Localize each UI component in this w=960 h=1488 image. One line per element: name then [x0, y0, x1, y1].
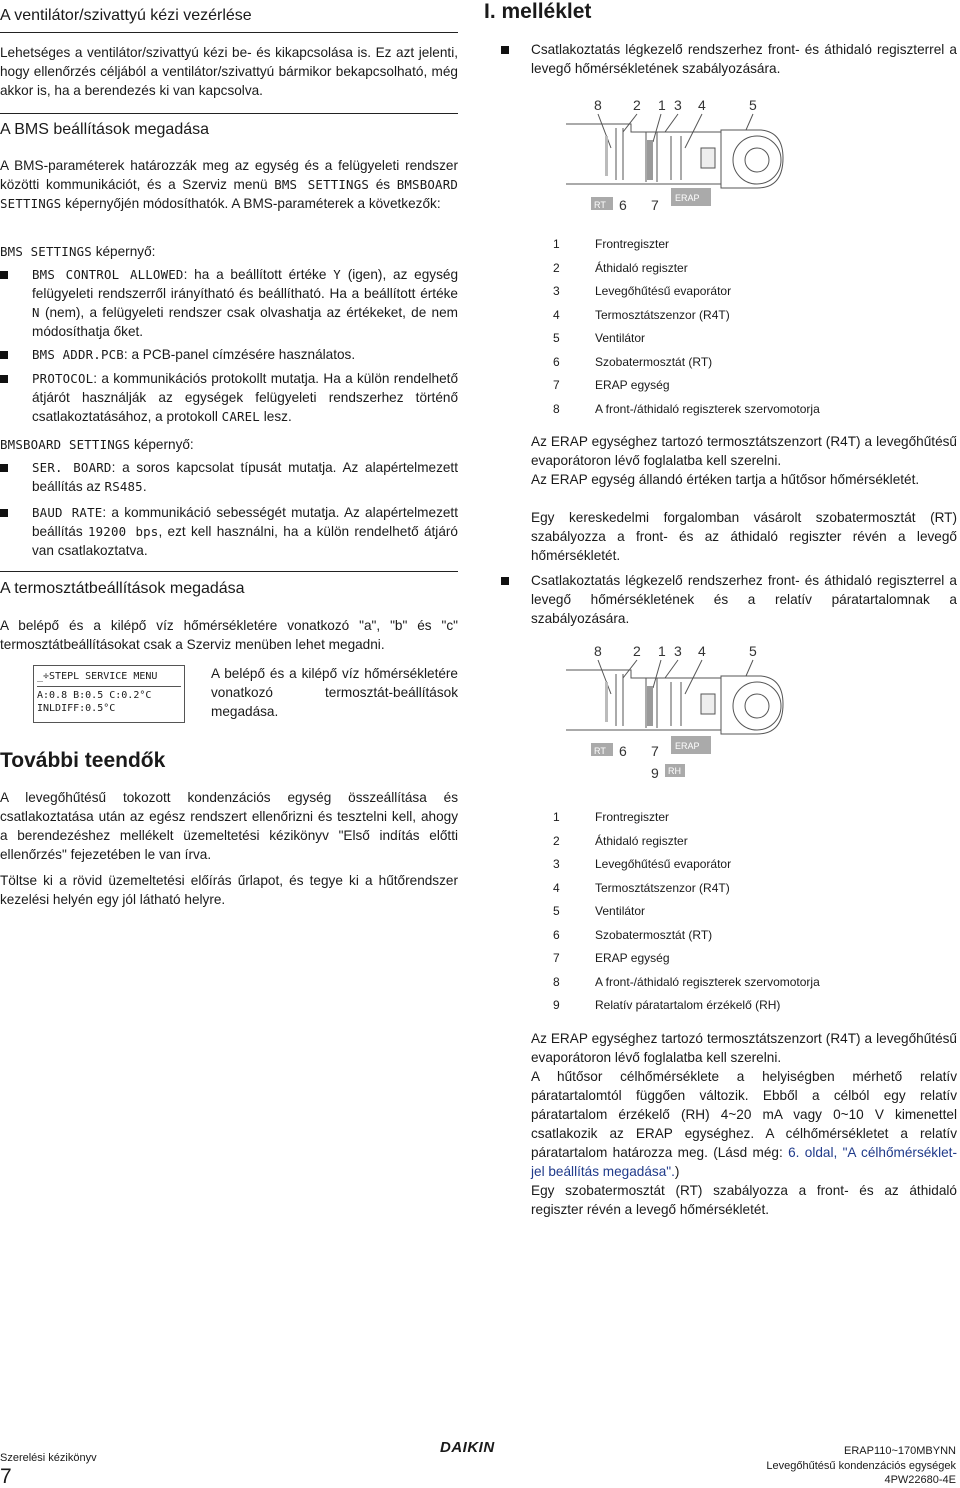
label-7: 7: [651, 743, 659, 759]
bmsboard-item-baud: BAUD RATE: a kommunikáció sebességét mutatja. Az alapértelmezett beállítás 19200 bps, ezt kell használni, ha a külön rendelhető átjáró van csatlakoztatva.: [32, 505, 458, 558]
bullet-icon: [0, 351, 8, 359]
appendix-bullet-2: Csatlakoztatás légkezelő rendszerhez front- és áthidaló regiszterrel a levegő hőmérsékletének és a relatív páratartalomnak a szabályozására.: [531, 573, 957, 626]
label-5: 5: [749, 97, 757, 113]
legend-item: 2 Áthidaló regiszter: [553, 833, 688, 848]
further-text-2: Töltse ki a rövid üzemeltetési előírás űrlapot, és tegye ki a hűtőrendszer kezelési helyén egy jól látható helyre.: [0, 873, 458, 907]
appendix-bullet-1: Csatlakoztatás légkezelő rendszerhez front- és áthidaló regiszterrel a levegő hőmérsékletének szabályozására.: [531, 42, 957, 76]
legend-item: 7 ERAP egység: [553, 378, 670, 392]
screen-line: A:0.8 B:0.5 C:0.2°C: [37, 690, 152, 701]
label-6: 6: [619, 197, 627, 213]
bullet-icon: [0, 509, 8, 517]
bullet-icon: [501, 577, 509, 585]
label-8: 8: [594, 97, 602, 113]
label-8: 8: [594, 643, 602, 659]
label-1: 1: [658, 643, 666, 659]
label-4: 4: [698, 97, 706, 113]
bullet-icon: [501, 46, 509, 54]
screen-line: _÷STEPL SERVICE MENU: [37, 666, 181, 687]
appendix-heading: I. melléklet: [484, 0, 592, 23]
service-menu-screen: [33, 665, 185, 723]
damper-shape: [605, 136, 608, 176]
coil-shape: [647, 140, 653, 180]
legend-2: [553, 806, 820, 1018]
bullet-icon: [0, 464, 8, 472]
further-heading: További teendők: [0, 749, 166, 772]
legend-item: 2 Áthidaló regiszter: [553, 260, 688, 275]
bullet-icon: [0, 375, 8, 383]
divider: [0, 113, 458, 114]
daikin-logo: DAIKIN: [440, 1439, 495, 1456]
ahu-diagram-2: [561, 640, 811, 785]
further-text-1: A levegőhűtésű tokozott kondenzációs egység összeállítása és csatlakoztatása után az egész rendszert ellenőrizni és tesztelni kell, ahogy a berendezéshez mellékelt üzemeltetési kézikönyv "Első indítás előtti ellenőrzés" fejezetében le van írva.: [0, 790, 458, 862]
label-7: 7: [651, 197, 659, 213]
thermostat-heading: A termosztátbeállítások megadása: [0, 580, 245, 597]
bms-intro: A BMS-paraméterek határozzák meg az egység és a felügyeleti rendszer közötti kommunikációt, és a Szerviz menü BMS SETTINGS és BMSBOARD SETTINGS képernyőjén módosíthatók. A BMS-paraméterek a következők:: [0, 158, 459, 211]
erap-label: ERAP: [675, 741, 700, 751]
legend-item: 8 A front-/áthidaló regiszterek szervomotorja: [553, 401, 820, 416]
divider: [0, 32, 458, 33]
screen-caption: A belépő és a kilépő víz hőmérsékletére vonatkozó termosztát-beállítások megadása.: [211, 666, 458, 719]
rt-label: RT: [594, 746, 606, 756]
appendix-text-5: A hűtősor célhőmérséklete a helyiségben mérhető relatív páratartalomtól függően változik. Ebből a célból egy relatív páratartalom érzékelő (RH) 4~20 mA vagy 0~10 V kimenettel csatlakozik az ERAP egységhez. A célhőmérsékletet a relatív páratartalom határozza meg. (Lásd még: 6. oldal, "A célhőmérséklet-jel beállítás megadása".): [531, 1069, 957, 1179]
label-6: 6: [619, 743, 627, 759]
legend-item: 3 Levegőhűtésű evaporátor: [553, 284, 732, 298]
appendix-text-3: Egy kereskedelmi forgalomban vásárolt szobatermosztát (RT) szabályozza a front- és az áthidaló regiszter révén a levegő hőmérsékletét.: [531, 510, 957, 563]
legend-item: 7 ERAP egység: [553, 951, 670, 965]
label-4: 4: [698, 643, 706, 659]
label-3: 3: [674, 643, 682, 659]
bms-item-addr: BMS ADDR.PCB: a PCB-panel címzésére használatos.: [32, 347, 356, 362]
label-9: 9: [651, 765, 659, 781]
bmsboard-settings-label: BMSBOARD SETTINGS képernyő:: [0, 437, 194, 452]
legend-item: 3 Levegőhűtésű evaporátor: [553, 857, 732, 871]
legend-1: [553, 233, 820, 421]
legend-item: 4 Termosztátszenzor (R4T): [553, 307, 730, 322]
divider: [0, 571, 458, 572]
rh-label: RH: [668, 766, 681, 776]
footer-product-info: ERAP110~170MBYNN Levegőhűtésű kondenzációs egységek 4PW22680-4E: [766, 1445, 956, 1486]
erap-label: ERAP: [675, 193, 700, 203]
legend-item: 6 Szobatermosztát (RT): [553, 927, 713, 942]
thermostat-text: A belépő és a kilépő víz hőmérsékletére vonatkozó "a", "b" és "c" termosztátbeállításokat csak a Szerviz menüben lehet megadni.: [0, 618, 458, 652]
bms-settings-label: BMS SETTINGS képernyő:: [0, 244, 156, 259]
legend-item: 5 Ventilátor: [553, 331, 646, 345]
manual-control-text: Lehetséges a ventilátor/szivattyú kézi be- és kikapcsolása is. Ez azt jelenti, hogy ellenőrzés céljából a ventilátor/szivattyú bármikor bekapcsolható, még akkor is, ha a berendezés ki van kapcsolva.: [0, 45, 458, 98]
legend-item: 6 Szobatermosztát (RT): [553, 354, 713, 369]
bms-item-protocol: PROTOCOL: a kommunikációs protokollt mutatja. Ha a külön rendelhető átjárót használják az egységek felügyeleti rendszerhez történő csatlakoztatásához, a protokoll CAREL lesz.: [32, 371, 458, 424]
label-1: 1: [658, 97, 666, 113]
appendix-text-6: Egy szobatermosztát (RT) szabályozza a front- és az áthidaló regiszter révén a levegő hőmérsékletét.: [531, 1183, 957, 1217]
bmsboard-item-ser: SER. BOARD: a soros kapcsolat típusát mutatja. Az alapértelmezett beállítás az RS485.: [32, 460, 458, 494]
bms-heading: A BMS beállítások megadása: [0, 121, 210, 138]
legend-item: 1 Frontregiszter: [553, 237, 670, 251]
ahu-diagram-1: [561, 92, 811, 222]
coil-shape: [647, 686, 653, 726]
legend-item: 8 A front-/áthidaló regiszterek szervomotorja: [553, 974, 820, 989]
screen-line: INLDIFF:0.5°C: [37, 703, 116, 714]
label-5: 5: [749, 643, 757, 659]
label-2: 2: [633, 643, 641, 659]
appendix-text-1: Az ERAP egységhez tartozó termosztátszenzort (R4T) a levegőhűtésű evaporátoron lévő foglalatba kell szerelni.: [531, 434, 957, 468]
diagram-numbers: [594, 97, 757, 113]
page-number: 7: [0, 1465, 12, 1488]
appendix-text-4: Az ERAP egységhez tartozó termosztátszenzort (R4T) a levegőhűtésű evaporátoron lévő foglalatba kell szerelni.: [531, 1031, 957, 1065]
diagram-numbers: [594, 643, 757, 659]
label-3: 3: [674, 97, 682, 113]
legend-item: 9 Relatív páratartalom érzékelő (RH): [553, 998, 781, 1012]
damper-shape: [605, 682, 608, 722]
legend-item: 1 Frontregiszter: [553, 810, 670, 824]
legend-item: 5 Ventilátor: [553, 904, 646, 918]
section-link[interactable]: 6. oldal, "A célhőmérséklet-jel beállítás megadása".: [531, 1145, 957, 1179]
rt-label: RT: [594, 200, 606, 210]
label-2: 2: [633, 97, 641, 113]
footer-manual-label: Szerelési kézikönyv: [0, 1452, 97, 1464]
bullet-icon: [0, 271, 8, 279]
appendix-text-2: Az ERAP egység állandó értéken tartja a hűtősor hőmérsékletét.: [531, 472, 920, 487]
bms-item-control: BMS CONTROL ALLOWED: ha a beállított értéke Y (igen), az egység felügyeleti rendszerről irányítható és beállítható. Ha a beállított értéke N (nem), a felügyeleti rendszer csak olvashatja az értékeket, de nem módosíthatja őket.: [32, 267, 459, 339]
legend-item: 4 Termosztátszenzor (R4T): [553, 880, 730, 895]
manual-control-heading: A ventilátor/szivattyú kézi vezérlése: [0, 7, 252, 24]
